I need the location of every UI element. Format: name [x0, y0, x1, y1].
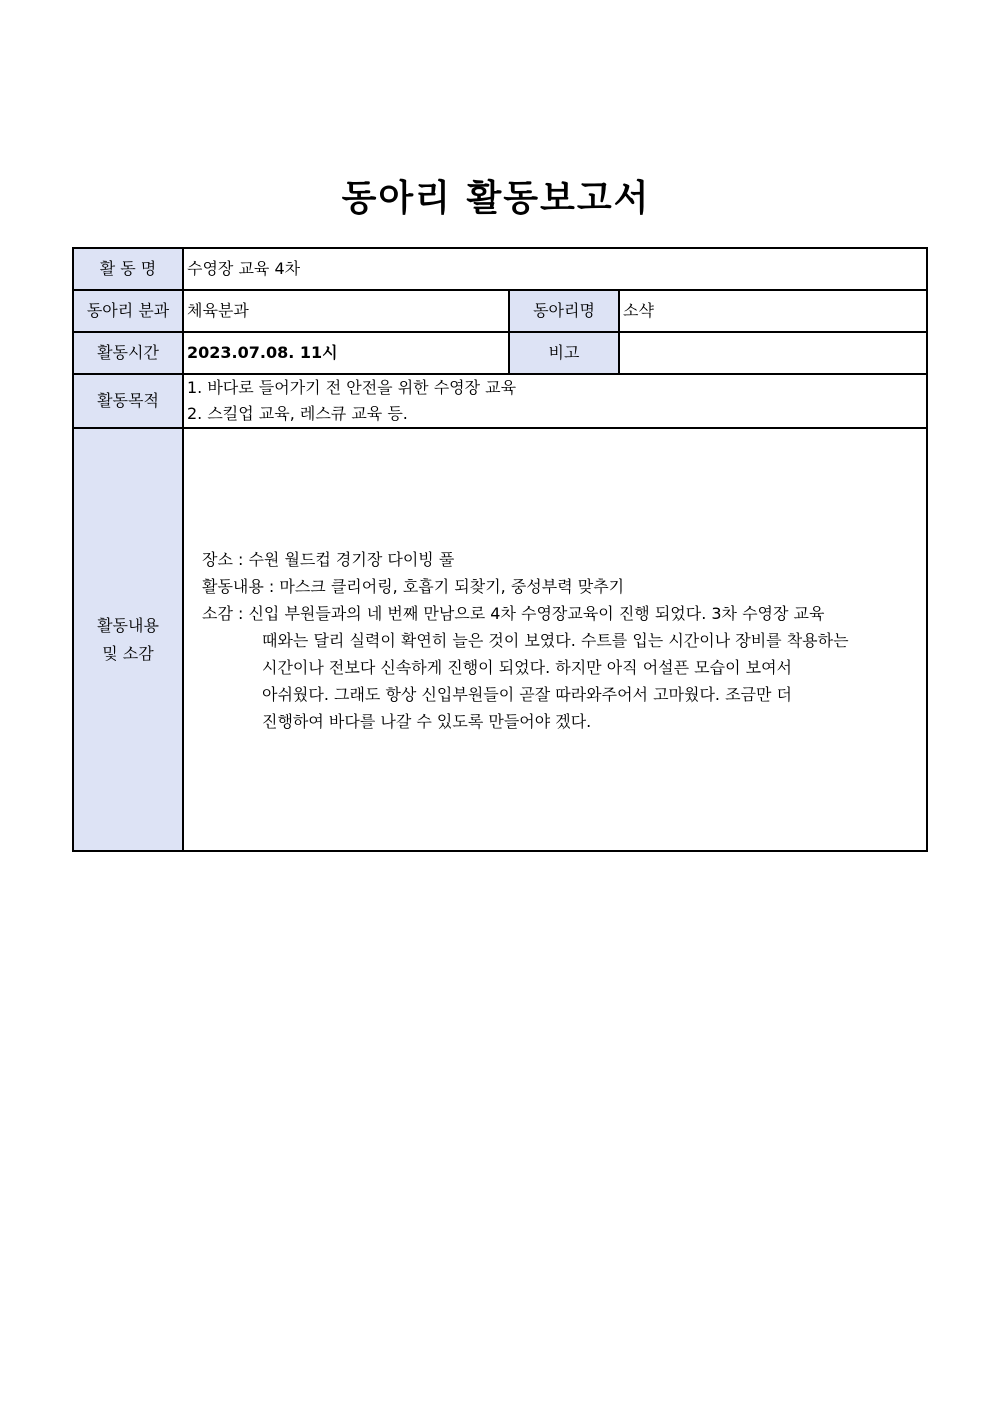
activity-time-label: 활동시간	[73, 332, 183, 374]
content-line-impression-cont: 때와는 달리 실력이 확연히 늘은 것이 보였다. 수트를 입는 시간이나 장비를 착용하는	[262, 631, 849, 650]
remarks-value	[619, 332, 927, 374]
purpose-line: 2. 스킬업 교육, 레스큐 교육 등.	[187, 404, 408, 423]
club-name-value: 소샥	[619, 290, 927, 332]
content-line-location: 장소 : 수원 월드컵 경기장 다이빙 풀	[202, 550, 455, 569]
content-line-impression-cont: 시간이나 전보다 신속하게 진행이 되었다. 하지만 아직 어설픈 모습이 보여서	[262, 658, 792, 677]
remarks-label: 비고	[509, 332, 619, 374]
content-line-impression: 소감 : 신입 부원들과의 네 번째 만남으로 4차 수영장교육이 진행 되었다. 3차 수영장 교육	[202, 604, 825, 623]
activity-time-value: 2023.07.08. 11시	[183, 332, 509, 374]
club-name-label: 동아리명	[509, 290, 619, 332]
activity-name-label: 활 동 명	[73, 248, 183, 290]
club-row	[73, 290, 927, 332]
content-line-impression-cont: 아쉬웠다. 그래도 항상 신입부원들이 곧잘 따라와주어서 고마웠다. 조금만 더	[262, 685, 792, 704]
club-division-label: 동아리 분과	[73, 290, 183, 332]
activity-name-value: 수영장 교육 4차	[183, 248, 927, 290]
purpose-row	[73, 374, 927, 428]
page-title: 동아리 활동보고서	[341, 178, 651, 219]
content-line-impression-cont: 진행하여 바다를 나갈 수 있도록 만들어야 겠다.	[262, 712, 592, 731]
activity-content-value	[183, 428, 927, 851]
content-line-activity: 활동내용 : 마스크 클리어링, 호흡기 되찾기, 중성부력 맞추기	[202, 577, 625, 596]
content-row	[73, 428, 927, 851]
activity-purpose-label: 활동목적	[73, 374, 183, 428]
activity-content-label	[73, 428, 183, 851]
activity-purpose-value	[183, 374, 927, 428]
activity-name-row	[73, 248, 927, 290]
purpose-line: 1. 바다로 들어가기 전 안전을 위한 수영장 교육	[187, 378, 517, 397]
content-label-line2: 및 소감	[102, 643, 154, 663]
content-body	[202, 546, 927, 735]
report-table	[72, 247, 928, 852]
club-division-value: 체육분과	[183, 290, 509, 332]
time-row	[73, 332, 927, 374]
content-label-line1: 활동내용	[97, 615, 159, 635]
